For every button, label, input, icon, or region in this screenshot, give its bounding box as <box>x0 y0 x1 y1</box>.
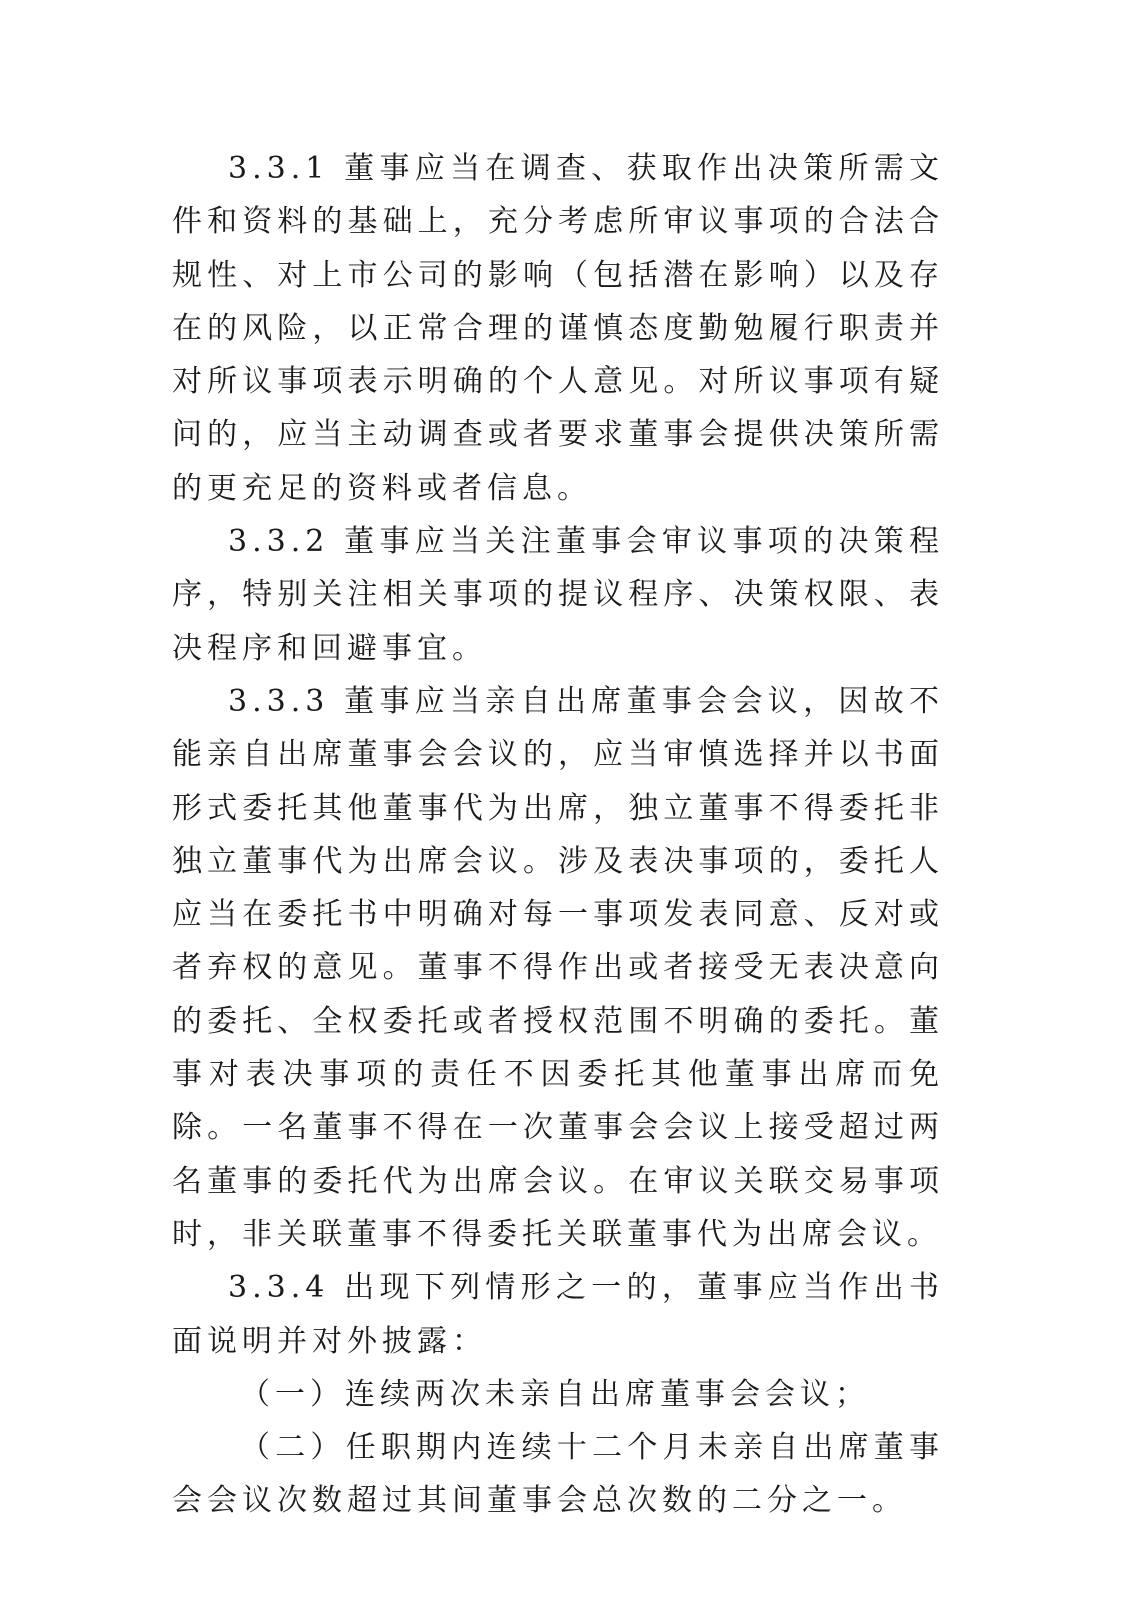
list-item-1: （一）连续两次未亲自出席董事会会议； <box>240 1376 870 1412</box>
list-item-2: （二）任职期内连续十二个月未亲自出席董事会会议次数超过其间董事会总次数的二分之一。 <box>172 1430 944 1519</box>
paragraph-3-3-2: 3.3.2 董事应当关注董事会审议事项的决策程序，特别关注相关事项的提议程序、决策权限、表决程序和回避事宜。 <box>172 524 944 666</box>
paragraph-3-3-4: 3.3.4 出现下列情形之一的，董事应当作出书面说明并对外披露： <box>172 1270 944 1359</box>
paragraph-3-3-1: 3.3.1 董事应当在调查、获取作出决策所需文件和资料的基础上，充分考虑所审议事项的合法合规性、对上市公司的影响（包括潜在影响）以及存在的风险，以正常合理的谨慎态度勤勉履行职责并对所议事项表示明确的个人意见。对所议事项有疑问的，应当主动调查或者要求董事会提供决策所需的更充足的资料或者信息。 <box>172 151 944 506</box>
document-body <box>172 142 944 1528</box>
paragraph-3-3-3: 3.3.3 董事应当亲自出席董事会会议，因故不能亲自出席董事会会议的，应当审慎选择并以书面形式委托其他董事代为出席，独立董事不得委托非独立董事代为出席会议。涉及表决事项的，委托人应当在委托书中明确对每一事项发表同意、反对或者弃权的意见。董事不得作出或者接受无表决意向的委托、全权委托或者授权范围不明确的委托。董事对表决事项的责任不因委托其他董事出席而免除。一名董事不得在一次董事会会议上接受超过两名董事的委托代为出席会议。在审议关联交易事项时，非关联董事不得委托关联董事代为出席会议。 <box>172 683 944 1252</box>
